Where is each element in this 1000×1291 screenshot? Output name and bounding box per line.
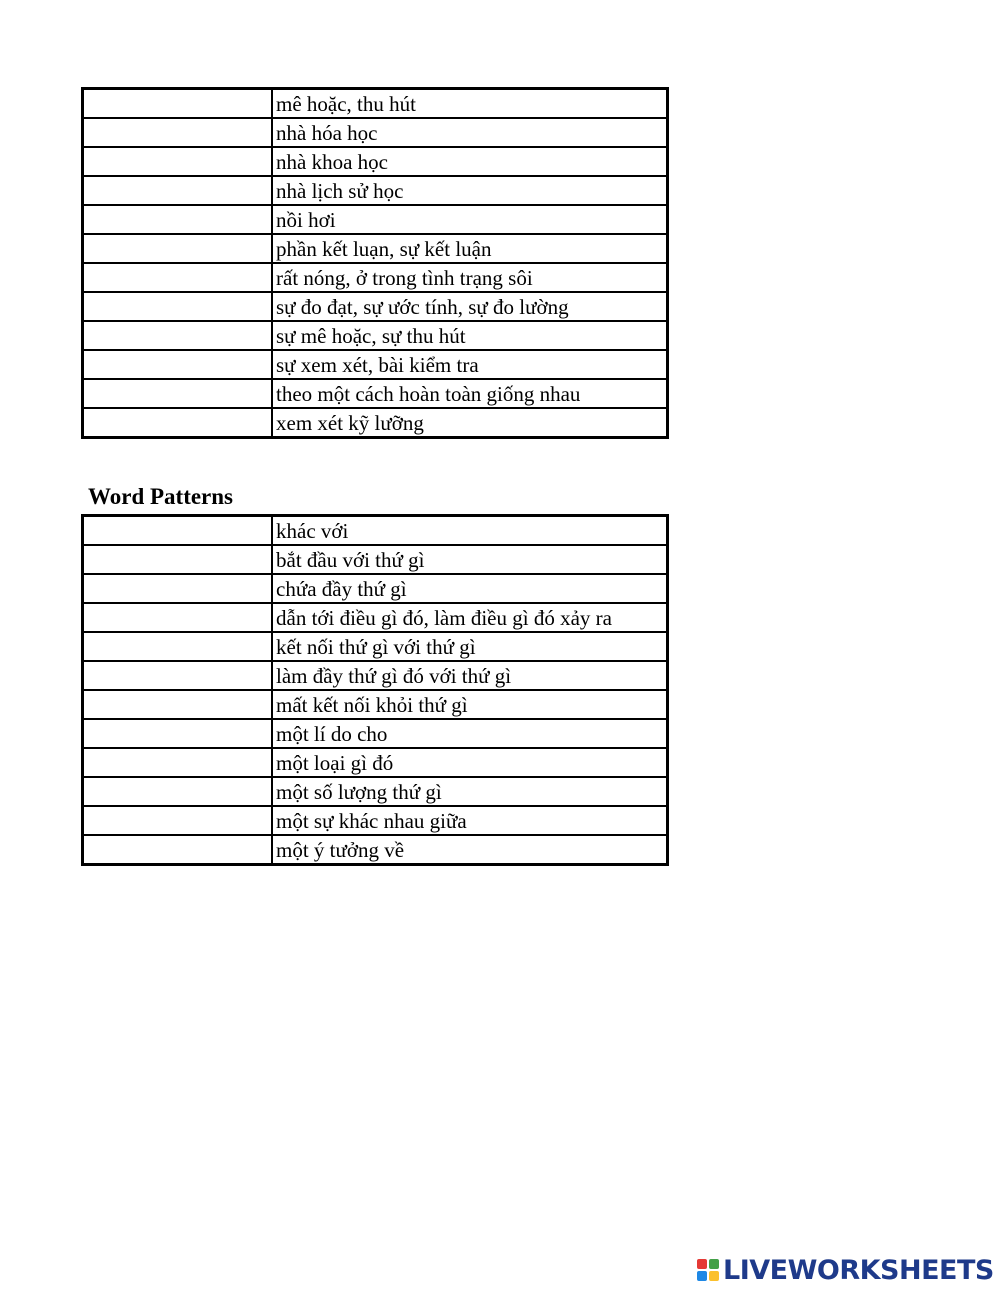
meaning-cell: sự xem xét, bài kiểm tra xyxy=(272,350,668,379)
meaning-cell: kết nối thứ gì với thứ gì xyxy=(272,632,668,661)
table-row xyxy=(83,719,668,748)
meaning-cell: sự mê hoặc, sự thu hút xyxy=(272,321,668,350)
meaning-cell: nồi hơi xyxy=(272,205,668,234)
answer-cell[interactable] xyxy=(83,118,273,147)
word-patterns-table-body xyxy=(83,516,668,865)
table-row xyxy=(83,205,668,234)
answer-cell[interactable] xyxy=(83,719,273,748)
answer-cell[interactable] xyxy=(83,806,273,835)
answer-cell[interactable] xyxy=(83,379,273,408)
logo-square-red xyxy=(697,1259,707,1269)
table-row xyxy=(83,350,668,379)
table-row xyxy=(83,321,668,350)
table-row xyxy=(83,263,668,292)
answer-cell[interactable] xyxy=(83,408,273,438)
table-row xyxy=(83,632,668,661)
meaning-cell: sự đo đạt, sự ước tính, sự đo lường xyxy=(272,292,668,321)
logo-square-yellow xyxy=(709,1271,719,1281)
table-row xyxy=(83,176,668,205)
answer-cell[interactable] xyxy=(83,603,273,632)
table-row xyxy=(83,379,668,408)
answer-cell[interactable] xyxy=(83,292,273,321)
answer-cell[interactable] xyxy=(83,777,273,806)
table-row xyxy=(83,408,668,438)
table-row xyxy=(83,292,668,321)
word-patterns-table xyxy=(81,514,669,866)
answer-cell[interactable] xyxy=(83,690,273,719)
vocabulary-table-1 xyxy=(81,87,669,439)
logo-square-green xyxy=(709,1259,719,1269)
meaning-cell: nhà lịch sử học xyxy=(272,176,668,205)
answer-cell[interactable] xyxy=(83,661,273,690)
meaning-cell: xem xét kỹ lưỡng xyxy=(272,408,668,438)
answer-cell[interactable] xyxy=(83,835,273,865)
meaning-cell: một ý tưởng về xyxy=(272,835,668,865)
table-row xyxy=(83,234,668,263)
table-row xyxy=(83,574,668,603)
meaning-cell: chứa đầy thứ gì xyxy=(272,574,668,603)
table-row xyxy=(83,545,668,574)
table-row xyxy=(83,806,668,835)
table-row xyxy=(83,516,668,546)
liveworksheets-logo xyxy=(697,1254,994,1286)
table-row xyxy=(83,777,668,806)
meaning-cell: mất kết nối khỏi thứ gì xyxy=(272,690,668,719)
answer-cell[interactable] xyxy=(83,350,273,379)
table-row xyxy=(83,89,668,119)
table-row xyxy=(83,835,668,865)
meaning-cell: theo một cách hoàn toàn giống nhau xyxy=(272,379,668,408)
meaning-cell: một số lượng thứ gì xyxy=(272,777,668,806)
meaning-cell: bắt đầu với thứ gì xyxy=(272,545,668,574)
table-row xyxy=(83,118,668,147)
table-row xyxy=(83,690,668,719)
answer-cell[interactable] xyxy=(83,263,273,292)
meaning-cell: nhà hóa học xyxy=(272,118,668,147)
answer-cell[interactable] xyxy=(83,176,273,205)
answer-cell[interactable] xyxy=(83,748,273,777)
section-title-word-patterns: Word Patterns xyxy=(88,484,234,509)
meaning-cell: mê hoặc, thu hút xyxy=(272,89,668,119)
meaning-cell: một lí do cho xyxy=(272,719,668,748)
answer-cell[interactable] xyxy=(83,516,273,546)
table-row xyxy=(83,748,668,777)
table-row xyxy=(83,661,668,690)
answer-cell[interactable] xyxy=(83,147,273,176)
meaning-cell: phần kết luạn, sự kết luận xyxy=(272,234,668,263)
meaning-cell: một loại gì đó xyxy=(272,748,668,777)
answer-cell[interactable] xyxy=(83,545,273,574)
logo-square-blue xyxy=(697,1271,707,1281)
answer-cell[interactable] xyxy=(83,205,273,234)
answer-cell[interactable] xyxy=(83,574,273,603)
vocabulary-table-1-body xyxy=(83,89,668,438)
meaning-cell: khác với xyxy=(272,516,668,546)
answer-cell[interactable] xyxy=(83,321,273,350)
table-row xyxy=(83,147,668,176)
meaning-cell: rất nóng, ở trong tình trạng sôi xyxy=(272,263,668,292)
liveworksheets-logo-text: LIVEWORKSHEETS xyxy=(723,1254,994,1286)
meaning-cell: làm đầy thứ gì đó với thứ gì xyxy=(272,661,668,690)
table-row xyxy=(83,603,668,632)
meaning-cell: dẫn tới điều gì đó, làm điều gì đó xảy ra xyxy=(272,603,668,632)
answer-cell[interactable] xyxy=(83,234,273,263)
answer-cell[interactable] xyxy=(83,89,273,119)
answer-cell[interactable] xyxy=(83,632,273,661)
meaning-cell: một sự khác nhau giữa xyxy=(272,806,668,835)
meaning-cell: nhà khoa học xyxy=(272,147,668,176)
liveworksheets-logo-mark-icon xyxy=(697,1259,719,1281)
